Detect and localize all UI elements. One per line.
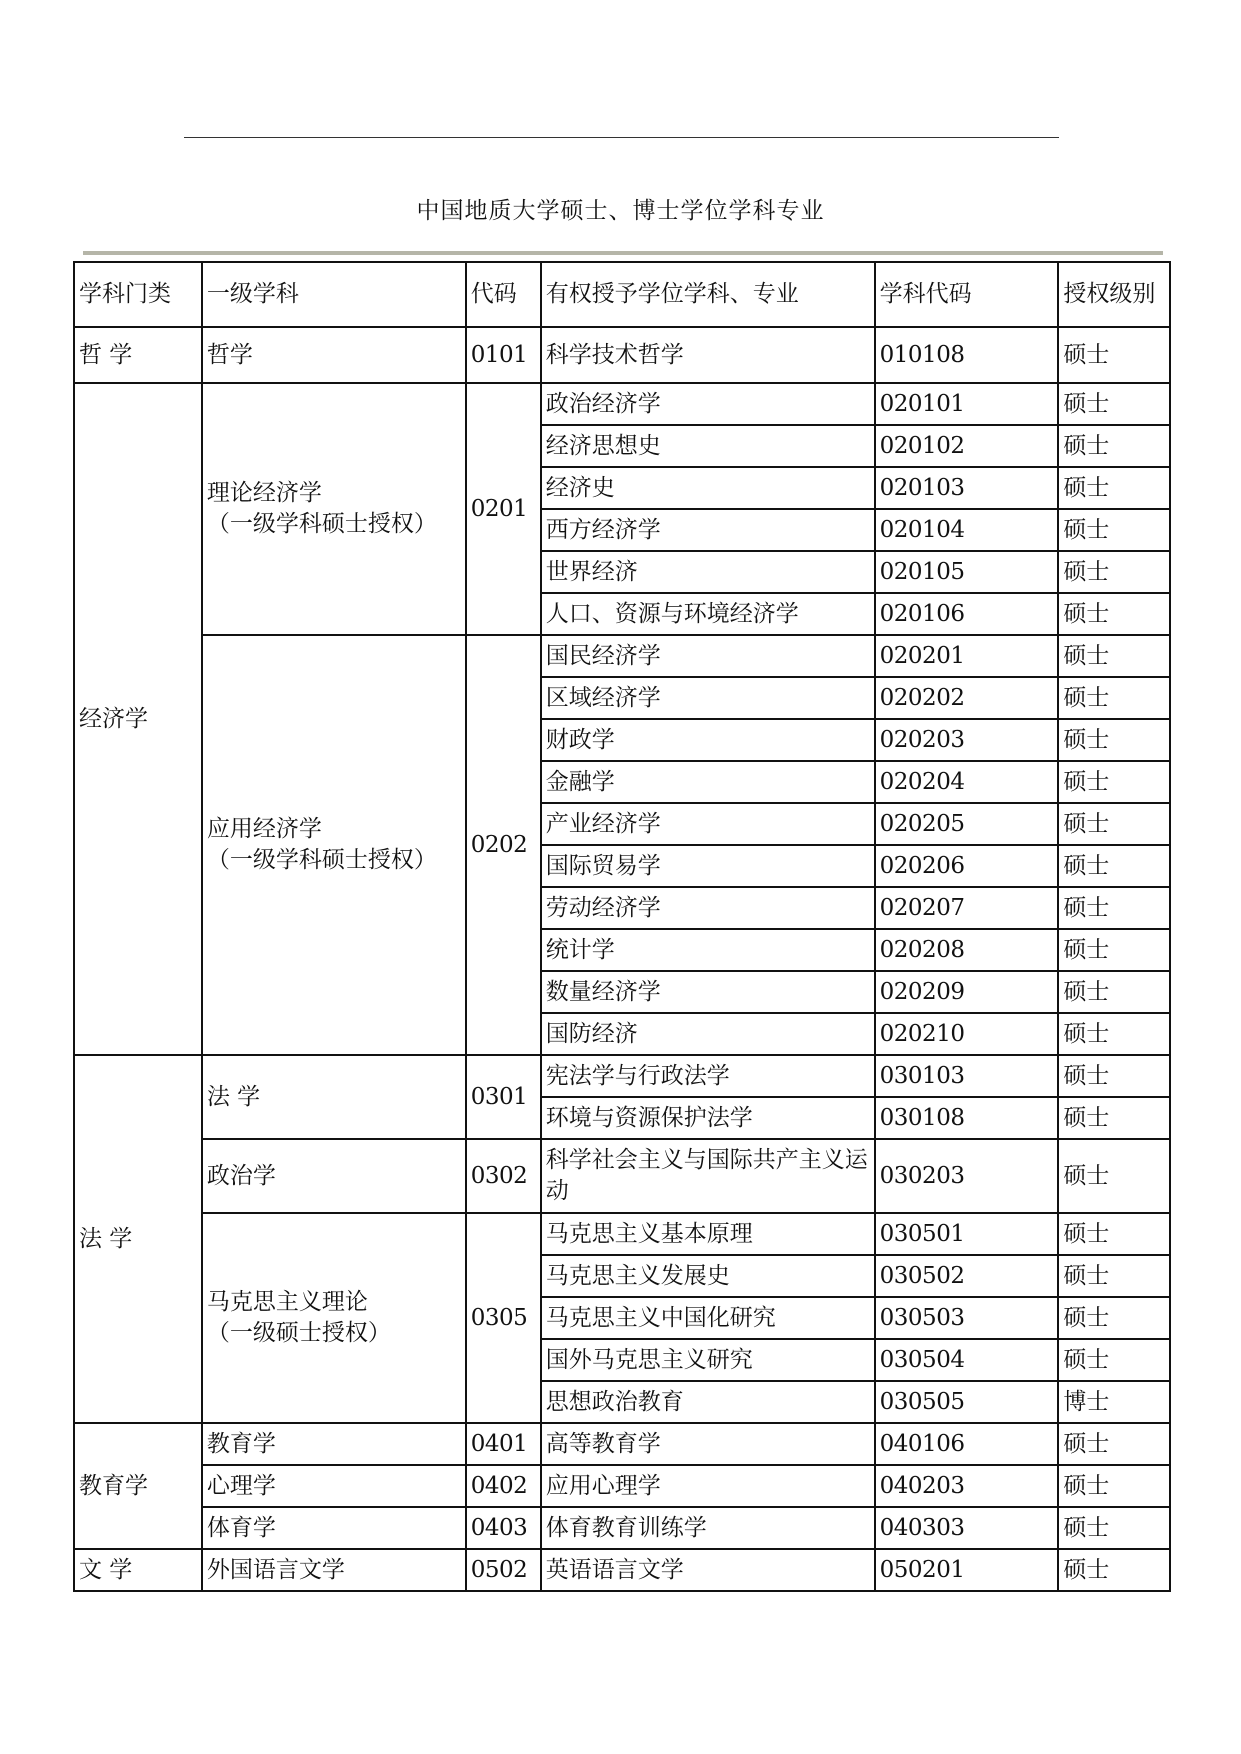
level-cell: 硕士 — [1058, 1055, 1170, 1097]
table-row — [74, 1055, 1170, 1097]
major-code-cell: 030108 — [875, 1097, 1059, 1139]
header-cell: 一级学科 — [202, 262, 466, 327]
major-code-cell: 050201 — [875, 1549, 1059, 1591]
discipline-name: 马克思主义理论 — [206, 1289, 368, 1315]
major-cell: 马克思主义中国化研究 — [541, 1297, 875, 1339]
discipline-note: （一级硕士授权） — [206, 1320, 391, 1346]
major-code-cell: 020201 — [875, 635, 1059, 677]
table-row — [74, 1507, 1170, 1549]
major-code-cell: 020105 — [875, 551, 1059, 593]
level-cell: 硕士 — [1058, 1549, 1170, 1591]
discipline-code-cell: 0301 — [466, 1055, 541, 1139]
discipline-table — [73, 261, 1171, 1592]
major-cell: 马克思主义基本原理 — [541, 1213, 875, 1255]
discipline-cell — [202, 383, 466, 635]
level-cell: 硕士 — [1058, 1097, 1170, 1139]
major-code-cell: 020207 — [875, 887, 1059, 929]
discipline-cell: 哲学 — [202, 327, 466, 383]
discipline-cell: 外国语言文学 — [202, 1549, 466, 1591]
header-cell: 授权级别 — [1058, 262, 1170, 327]
category-cell: 哲 学 — [74, 327, 202, 383]
discipline-cell: 心理学 — [202, 1465, 466, 1507]
title-rule — [83, 251, 1163, 255]
major-code-cell: 020106 — [875, 593, 1059, 635]
level-cell: 硕士 — [1058, 761, 1170, 803]
level-cell: 硕士 — [1058, 1465, 1170, 1507]
major-cell: 国际贸易学 — [541, 845, 875, 887]
major-code-cell: 030503 — [875, 1297, 1059, 1339]
major-cell: 思想政治教育 — [541, 1381, 875, 1423]
major-cell: 马克思主义发展史 — [541, 1255, 875, 1297]
discipline-note: （一级学科硕士授权） — [206, 847, 437, 873]
level-cell: 硕士 — [1058, 327, 1170, 383]
major-code-cell: 020202 — [875, 677, 1059, 719]
major-code-cell: 020206 — [875, 845, 1059, 887]
discipline-code-cell: 0402 — [466, 1465, 541, 1507]
major-code-cell: 020101 — [875, 383, 1059, 425]
level-cell: 硕士 — [1058, 425, 1170, 467]
major-cell: 世界经济 — [541, 551, 875, 593]
major-code-cell: 040303 — [875, 1507, 1059, 1549]
header-rule — [184, 137, 1059, 138]
major-cell: 国防经济 — [541, 1013, 875, 1055]
major-code-cell: 020210 — [875, 1013, 1059, 1055]
header-cell: 学科代码 — [875, 262, 1059, 327]
level-cell: 硕士 — [1058, 803, 1170, 845]
table-row — [74, 327, 1170, 383]
header-cell: 学科门类 — [74, 262, 202, 327]
discipline-cell: 法 学 — [202, 1055, 466, 1139]
table-row — [74, 1465, 1170, 1507]
level-cell: 硕士 — [1058, 1423, 1170, 1465]
major-cell: 体育教育训练学 — [541, 1507, 875, 1549]
level-cell: 硕士 — [1058, 929, 1170, 971]
major-code-cell: 030504 — [875, 1339, 1059, 1381]
level-cell: 硕士 — [1058, 1139, 1170, 1213]
level-cell: 硕士 — [1058, 467, 1170, 509]
major-cell: 经济史 — [541, 467, 875, 509]
discipline-code-cell: 0101 — [466, 327, 541, 383]
major-cell: 英语语言文学 — [541, 1549, 875, 1591]
major-cell: 国民经济学 — [541, 635, 875, 677]
table-row — [74, 383, 1170, 425]
level-cell: 博士 — [1058, 1381, 1170, 1423]
category-cell: 法 学 — [74, 1055, 202, 1423]
level-cell: 硕士 — [1058, 635, 1170, 677]
discipline-code-cell: 0302 — [466, 1139, 541, 1213]
major-code-cell: 030203 — [875, 1139, 1059, 1213]
discipline-code-cell: 0202 — [466, 635, 541, 1055]
discipline-code-cell: 0305 — [466, 1213, 541, 1423]
discipline-code-cell: 0201 — [466, 383, 541, 635]
major-cell: 政治经济学 — [541, 383, 875, 425]
major-code-cell: 030501 — [875, 1213, 1059, 1255]
category-cell: 教育学 — [74, 1423, 202, 1549]
level-cell: 硕士 — [1058, 1339, 1170, 1381]
major-cell: 应用心理学 — [541, 1465, 875, 1507]
level-cell: 硕士 — [1058, 593, 1170, 635]
major-cell: 宪法学与行政法学 — [541, 1055, 875, 1097]
header-cell: 代码 — [466, 262, 541, 327]
header-cell: 有权授予学位学科、专业 — [541, 262, 875, 327]
level-cell: 硕士 — [1058, 1255, 1170, 1297]
major-code-cell: 020203 — [875, 719, 1059, 761]
major-cell: 数量经济学 — [541, 971, 875, 1013]
discipline-code-cell: 0502 — [466, 1549, 541, 1591]
major-cell: 金融学 — [541, 761, 875, 803]
level-cell: 硕士 — [1058, 1213, 1170, 1255]
table-row — [74, 1213, 1170, 1255]
major-code-cell: 020103 — [875, 467, 1059, 509]
major-cell: 高等教育学 — [541, 1423, 875, 1465]
major-cell: 统计学 — [541, 929, 875, 971]
level-cell: 硕士 — [1058, 383, 1170, 425]
discipline-cell: 教育学 — [202, 1423, 466, 1465]
table-row — [74, 1139, 1170, 1213]
table-row — [74, 1549, 1170, 1591]
discipline-code-cell: 0401 — [466, 1423, 541, 1465]
major-code-cell: 020205 — [875, 803, 1059, 845]
major-cell: 科学社会主义与国际共产主义运动 — [541, 1139, 875, 1213]
major-code-cell: 030103 — [875, 1055, 1059, 1097]
major-cell: 人口、资源与环境经济学 — [541, 593, 875, 635]
document-title: 中国地质大学硕士、博士学位学科专业 — [416, 198, 825, 224]
major-code-cell: 030502 — [875, 1255, 1059, 1297]
table-row — [74, 1423, 1170, 1465]
level-cell: 硕士 — [1058, 719, 1170, 761]
major-cell: 财政学 — [541, 719, 875, 761]
major-cell: 科学技术哲学 — [541, 327, 875, 383]
level-cell: 硕士 — [1058, 551, 1170, 593]
major-code-cell: 020102 — [875, 425, 1059, 467]
discipline-code-cell: 0403 — [466, 1507, 541, 1549]
level-cell: 硕士 — [1058, 509, 1170, 551]
level-cell: 硕士 — [1058, 1297, 1170, 1339]
major-cell: 环境与资源保护法学 — [541, 1097, 875, 1139]
discipline-cell: 体育学 — [202, 1507, 466, 1549]
major-cell: 经济思想史 — [541, 425, 875, 467]
discipline-cell — [202, 1213, 466, 1423]
major-cell: 区域经济学 — [541, 677, 875, 719]
discipline-name: 理论经济学 — [206, 480, 322, 506]
major-code-cell: 040106 — [875, 1423, 1059, 1465]
major-code-cell: 020104 — [875, 509, 1059, 551]
major-code-cell: 040203 — [875, 1465, 1059, 1507]
major-cell: 产业经济学 — [541, 803, 875, 845]
major-code-cell: 030505 — [875, 1381, 1059, 1423]
table-row — [74, 635, 1170, 677]
category-cell: 经济学 — [74, 383, 202, 1055]
level-cell: 硕士 — [1058, 971, 1170, 1013]
discipline-name: 应用经济学 — [206, 816, 322, 842]
level-cell: 硕士 — [1058, 1507, 1170, 1549]
major-code-cell: 010108 — [875, 327, 1059, 383]
discipline-cell — [202, 635, 466, 1055]
major-cell: 国外马克思主义研究 — [541, 1339, 875, 1381]
discipline-cell: 政治学 — [202, 1139, 466, 1213]
level-cell: 硕士 — [1058, 1013, 1170, 1055]
major-code-cell: 020204 — [875, 761, 1059, 803]
major-code-cell: 020209 — [875, 971, 1059, 1013]
level-cell: 硕士 — [1058, 887, 1170, 929]
major-cell: 劳动经济学 — [541, 887, 875, 929]
discipline-note: （一级学科硕士授权） — [206, 511, 437, 537]
major-cell: 西方经济学 — [541, 509, 875, 551]
major-code-cell: 020208 — [875, 929, 1059, 971]
level-cell: 硕士 — [1058, 845, 1170, 887]
category-cell: 文 学 — [74, 1549, 202, 1591]
level-cell: 硕士 — [1058, 677, 1170, 719]
header-row — [74, 262, 1170, 327]
